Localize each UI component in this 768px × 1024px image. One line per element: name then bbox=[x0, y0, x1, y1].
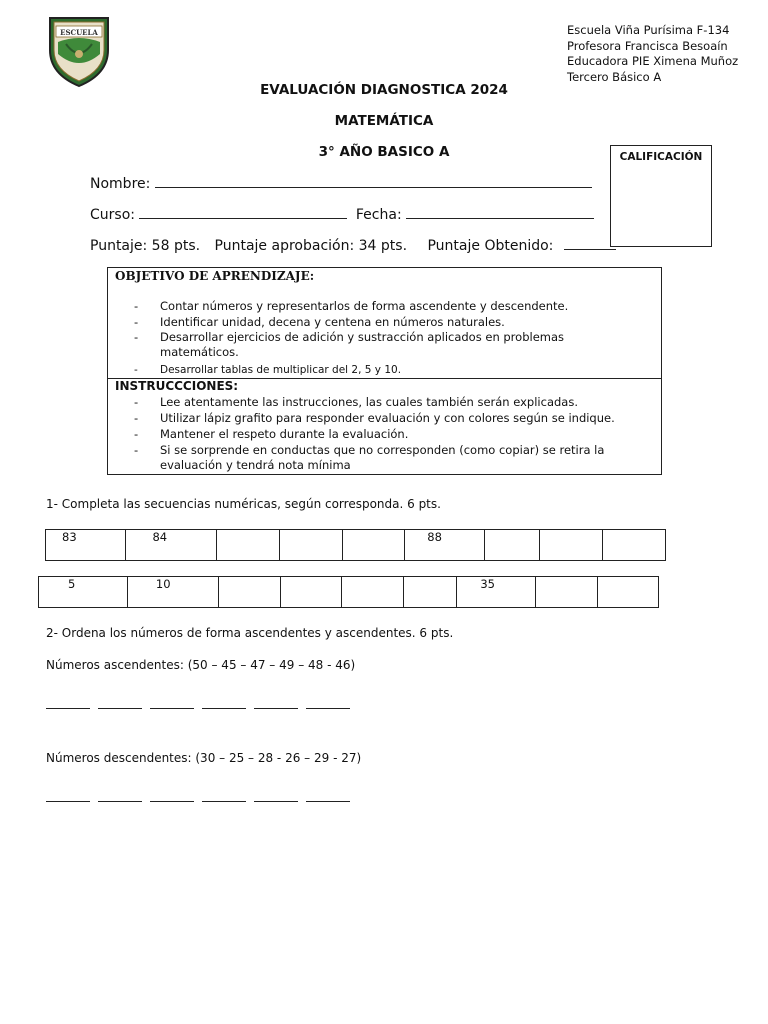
table-row bbox=[46, 530, 666, 561]
sequence-cell-blank[interactable] bbox=[403, 577, 457, 608]
score-label: Puntaje: 58 pts. bbox=[90, 238, 201, 254]
ascending-answer-lines bbox=[46, 696, 358, 712]
school-line-1: Escuela Viña Purísima F-134 bbox=[567, 23, 730, 37]
answer-blank[interactable] bbox=[98, 696, 142, 709]
descending-answer-lines bbox=[46, 789, 358, 805]
name-field[interactable] bbox=[155, 173, 592, 188]
sequence-cell-blank[interactable] bbox=[597, 577, 658, 608]
sequence-cell: 88 bbox=[405, 530, 484, 561]
course-field[interactable] bbox=[139, 204, 347, 219]
name-label: Nombre: bbox=[90, 176, 151, 192]
answer-blank[interactable] bbox=[46, 696, 90, 709]
date-label: Fecha: bbox=[355, 207, 402, 223]
sequence-cell-blank[interactable] bbox=[342, 530, 405, 561]
school-info bbox=[567, 23, 738, 85]
grade-box[interactable] bbox=[610, 145, 712, 247]
sequence-cell: 10 bbox=[127, 577, 219, 608]
obtained-score-label: Puntaje Obtenido: bbox=[427, 238, 554, 254]
logo-text: ESCUELA bbox=[60, 28, 98, 37]
answer-blank[interactable] bbox=[306, 789, 350, 802]
sequence-cell-blank[interactable] bbox=[280, 577, 341, 608]
answer-blank[interactable] bbox=[46, 789, 90, 802]
ascending-label: Números ascendentes: (50 – 45 – 47 – 49 – 48 - 46) bbox=[46, 658, 356, 672]
course-label: Curso: bbox=[90, 207, 135, 223]
answer-blank[interactable] bbox=[98, 789, 142, 802]
table-row bbox=[39, 577, 659, 608]
sequence-cell: 35 bbox=[457, 577, 536, 608]
answer-blank[interactable] bbox=[202, 696, 246, 709]
sequence-table-2 bbox=[38, 576, 659, 608]
objectives-instructions-box: OBJETIVO DE APRENDIZAJE: - Contar números y representarlos de forma ascendente y descendente. - Identificar unidad, decena y centena en números naturales. - Desarrollar ejercicios de adición y sustracción aplicados en problemas matemáticos. - Desarrollar tablas de multiplicar del 2, 5 y 10. INSTRUCCCIONES: - Lee atentamente las instrucciones, las cuales también serán explicadas. - Utilizar lápiz grafito para responder evaluación y con colores según se indique. - Mantener el respeto durante la evaluación. - Si se sorprende en conductas que no corresponden (como copiar) se retira la evaluación y tendrá nota mínima bbox=[107, 267, 662, 475]
question-2-text: 2- Ordena los números de forma ascendentes y ascendentes. 6 pts. bbox=[46, 626, 454, 640]
name-row bbox=[90, 173, 592, 192]
school-line-3: Educadora PIE Ximena Muñoz bbox=[567, 54, 739, 68]
sequence-cell-blank[interactable] bbox=[484, 530, 540, 561]
sequence-cell-blank[interactable] bbox=[603, 530, 666, 561]
grade-title: 3° AÑO BASICO A bbox=[318, 144, 450, 160]
answer-blank[interactable] bbox=[306, 696, 350, 709]
sequence-cell: 84 bbox=[126, 530, 216, 561]
answer-blank[interactable] bbox=[150, 789, 194, 802]
answer-blank[interactable] bbox=[254, 696, 298, 709]
date-field[interactable] bbox=[406, 204, 594, 219]
score-row bbox=[90, 235, 616, 254]
school-line-4: Tercero Básico A bbox=[567, 69, 662, 84]
instructions-title: INSTRUCCCIONES: bbox=[115, 379, 239, 393]
sequence-cell-blank[interactable] bbox=[279, 530, 342, 561]
school-line-2: Profesora Francisca Besoaín bbox=[567, 38, 728, 53]
pass-score-label: Puntaje aprobación: 34 pts. bbox=[214, 238, 408, 254]
answer-blank[interactable] bbox=[202, 789, 246, 802]
sequence-cell-blank[interactable] bbox=[536, 577, 597, 608]
answer-blank[interactable] bbox=[150, 696, 194, 709]
page-title: EVALUACIÓN DIAGNOSTICA 2024 bbox=[260, 82, 508, 98]
sequence-cell-blank[interactable] bbox=[219, 577, 280, 608]
question-1-text: 1- Completa las secuencias numéricas, según corresponda. 6 pts. bbox=[46, 497, 441, 511]
descending-label: Números descendentes: (30 – 25 – 28 - 26 – 29 - 27) bbox=[46, 751, 362, 765]
subject-title: MATEMÁTICA bbox=[334, 113, 434, 129]
school-logo bbox=[46, 14, 112, 88]
objectives-title: OBJETIVO DE APRENDIZAJE: bbox=[115, 269, 315, 283]
course-date-row bbox=[90, 204, 594, 223]
sequence-table-1 bbox=[45, 529, 666, 561]
grade-box-label: CALIFICACIÓN bbox=[619, 151, 703, 163]
sequence-cell: 5 bbox=[39, 577, 128, 608]
sequence-cell-blank[interactable] bbox=[342, 577, 403, 608]
sequence-cell-blank[interactable] bbox=[216, 530, 279, 561]
sequence-cell-blank[interactable] bbox=[540, 530, 603, 561]
answer-blank[interactable] bbox=[254, 789, 298, 802]
sequence-cell: 83 bbox=[46, 530, 126, 561]
obtained-score-field[interactable] bbox=[564, 235, 616, 250]
